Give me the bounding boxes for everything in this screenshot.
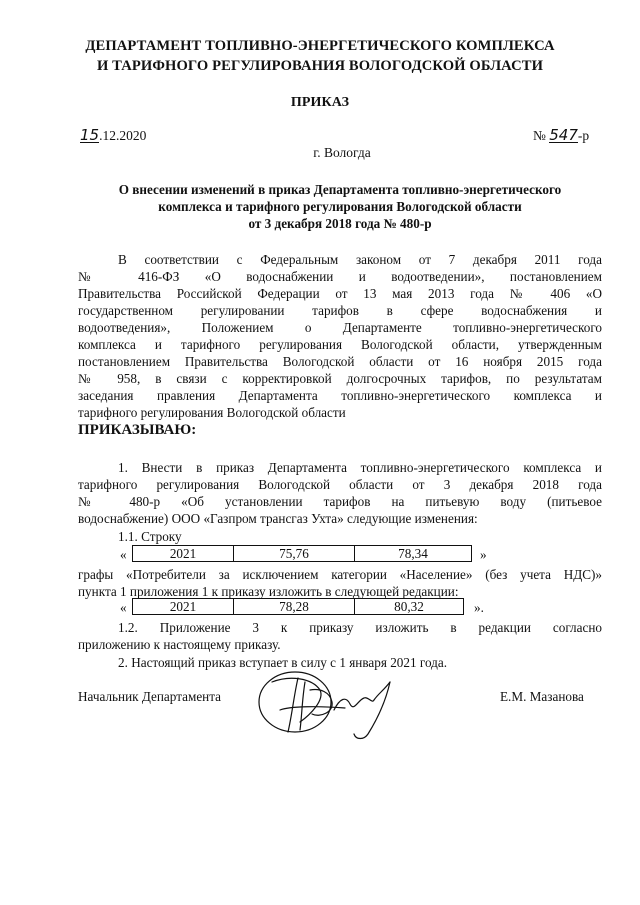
title-line1: О внесении изменений в приказ Департамента топливно-энергетического <box>118 182 562 197</box>
order-number <box>533 128 589 144</box>
preamble-line: Правительства Российской Федерации от 13 мая 2013 года № 406 «О <box>78 286 602 301</box>
item1-line: 1. Внести в приказ Департамента топливно-энергетического комплекса и <box>118 460 602 475</box>
order-word: ПРИКАЗЫВАЮ: <box>78 422 197 438</box>
number-suffix: -р <box>577 128 590 143</box>
item1-line: тарифного регулирования Вологодской области от 3 декабря 2018 года <box>78 477 602 492</box>
quote-close: » <box>480 547 487 562</box>
quote-close-dot: ». <box>474 600 484 615</box>
cell-value-2: 78,34 <box>355 546 472 562</box>
item1-2-line: 1.2. Приложение 3 к приказу изложить в редакции согласно <box>118 620 602 635</box>
item-1-1: 1.1. Строку <box>118 529 182 544</box>
number-handwritten: 547 <box>549 126 578 144</box>
order-date <box>80 128 146 144</box>
number-prefix: № <box>533 128 546 143</box>
preamble-line: государственном регулировании тарифов в сфере водоснабжения и <box>78 303 602 318</box>
date-day-handwritten: 15 <box>80 126 100 144</box>
date-rest: .12.2020 <box>99 128 147 143</box>
cell-value-1: 78,28 <box>234 599 355 615</box>
table-row-new <box>132 598 464 615</box>
cell-value-2: 80,32 <box>355 599 464 615</box>
cell-year: 2021 <box>133 599 234 615</box>
city: г. Вологда <box>313 145 371 160</box>
department-name-line1: ДЕПАРТАМЕНТ ТОПЛИВНО-ЭНЕРГЕТИЧЕСКОГО КОМПЛЕКСА <box>85 38 555 54</box>
item1-line: водоснабжение) ООО «Газпром трансгаз Ухта» следующие изменения: <box>78 511 478 526</box>
preamble-line: заседания правления Департамента топливно-энергетического комплекса и <box>78 388 602 403</box>
signature-name: Е.М. Мазанова <box>500 689 584 704</box>
item1-line: № 480-р «Об установлении тарифов на питьевую воду (питьевое <box>78 494 602 509</box>
preamble-line: № 416-ФЗ «О водоснабжении и водоотведении», постановлением <box>78 269 602 284</box>
title-line3: от 3 декабря 2018 года № 480-р <box>248 216 432 231</box>
preamble-line: В соответствии с Федеральным законом от 7 декабря 2011 года <box>118 252 602 267</box>
table-row-old <box>132 545 472 562</box>
preamble-line: водоотведения», Положением о Департаменте топливно-энергетического <box>78 320 602 335</box>
preamble-line: постановлением Правительства Вологодской области от 16 ноября 2015 года <box>78 354 602 369</box>
cell-value-1: 75,76 <box>234 546 355 562</box>
item-2: 2. Настоящий приказ вступает в силу с 1 января 2021 года. <box>118 655 448 670</box>
title-line2: комплекса и тарифного регулирования Вологодской области <box>158 199 522 214</box>
preamble-line: тарифного регулирования Вологодской области <box>78 405 346 420</box>
between-line: графы «Потребители за исключением категории «Население» (без учета НДС)» <box>78 567 602 582</box>
preamble-line: комплекса и тарифного регулирования Вологодской области, утвержденным <box>78 337 602 352</box>
quote-open: « <box>120 600 127 615</box>
handwritten-signature <box>250 660 420 750</box>
signature-position: Начальник Департамента <box>78 689 222 704</box>
preamble-line: № 958, в связи с корректировкой долгосрочных тарифов, по результатам <box>78 371 602 386</box>
quote-open: « <box>120 547 127 562</box>
item1-2-line: приложению к настоящему приказу. <box>78 637 281 652</box>
between-line: пункта 1 приложения 1 к приказу изложить в следующей редакции: <box>78 584 459 599</box>
department-name-line2: И ТАРИФНОГО РЕГУЛИРОВАНИЯ ВОЛОГОДСКОЙ ОБЛАСТИ <box>96 58 544 74</box>
cell-year: 2021 <box>133 546 234 562</box>
doc-type: ПРИКАЗ <box>290 95 350 110</box>
